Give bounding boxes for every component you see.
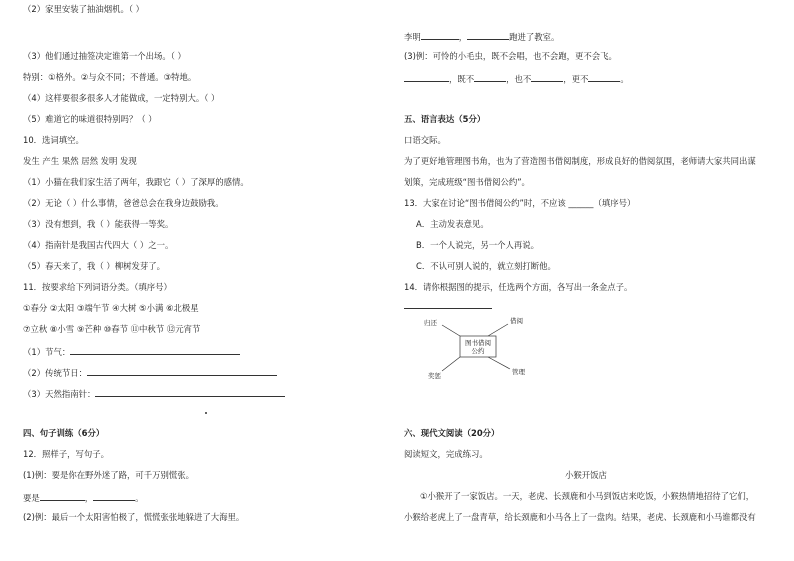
period: 。 [135, 493, 144, 503]
story-para-2: 小猴给老虎上了一盘青草，给长颈鹿和小马各上了一盘肉。结果，老虎、长颈鹿和小马谁都没有 [404, 512, 756, 522]
q10-item-4: （4）指南针是我国古代四大（ ）之一。 [23, 240, 174, 250]
connector-top-right [488, 324, 508, 336]
connector: ，更不 [563, 74, 589, 84]
q9-item-5: （5）难道它的味道很特别吗？（ ） [23, 114, 157, 124]
label-return: 归还 [424, 319, 437, 327]
q11-answer-compass [23, 387, 285, 400]
answer-blank[interactable] [474, 72, 506, 82]
section5-sub: 口语交际。 [404, 135, 446, 145]
answer-blank[interactable] [531, 72, 563, 82]
answer-blank[interactable] [87, 366, 277, 376]
section6-sub: 阅读短文，完成练习。 [404, 449, 488, 459]
q12-fill-2 [404, 30, 559, 43]
q12-fill-1 [23, 491, 144, 504]
answer-blank[interactable] [467, 30, 509, 40]
answer-blank[interactable] [70, 345, 240, 355]
q11-options-row2: ⑦立秋 ⑧小雪 ⑨芒种 ⑩春节 ⑪中秋节 ⑫元宵节 [23, 324, 201, 334]
answer-blank[interactable] [588, 72, 620, 82]
q11-title: 11．按要求给下列词语分类。（填序号） [23, 282, 172, 292]
label-manage: 管理 [512, 368, 525, 376]
label: （2）传统节日： [23, 368, 87, 378]
answer-blank[interactable] [40, 491, 85, 501]
q13-option-a: A．主动发表意见。 [416, 219, 489, 229]
connector-bottom-right [488, 357, 510, 369]
q9-item-2: （2）家里安装了抽油烟机。（ ） [23, 4, 145, 14]
q10-word-bank: 发生 产生 果然 居然 发明 发现 [23, 156, 137, 166]
connector-bottom-left [442, 357, 460, 371]
q10-item-1: （1）小猫在我们家生活了两年，我跟它（ ）了深厚的感情。 [23, 177, 249, 187]
stray-dot [205, 412, 207, 414]
label: （1）节气： [23, 347, 71, 357]
book-lending-mindmap [404, 308, 554, 388]
q12-example-2: (2)例：最后一个太阳害怕极了，慌慌张张地躲进了大海里。 [23, 512, 245, 522]
label-borrow: 借阅 [510, 317, 523, 325]
answer-blank[interactable] [93, 491, 135, 501]
center-label-2: 公约 [471, 347, 485, 355]
q10-item-2: （2）无论（ ）什么事情，爸爸总会在我身边鼓励我。 [23, 198, 224, 208]
q9-item-4: （4）这样要很多很多人才能做成，一定特别大。（ ） [23, 93, 220, 103]
q11-options-row1: ①春分 ②太阳 ③端午节 ④大树 ⑤小满 ⑥北极星 [23, 303, 199, 313]
q11-answer-solar-terms [23, 345, 240, 358]
section5-para-2: 划策，完成班级“图书借阅公约”。 [404, 177, 530, 187]
story-title: 小猴开饭店 [565, 470, 607, 480]
period: 。 [620, 74, 629, 84]
section5-para-1: 为了更好地管理图书角，也为了营造图书借阅制度，形成良好的借阅氛围，老师请大家共同出谋 [404, 156, 756, 166]
prefix: 要是 [23, 493, 40, 503]
q10-title: 10．选词填空。 [23, 135, 84, 145]
section4-heading: 四、句子训练（6分） [23, 428, 105, 438]
q12-title: 12．照样子，写句子。 [23, 449, 110, 459]
q13-option-c: C．不认可别人说的，就立刻打断他。 [416, 261, 556, 271]
section5-heading: 五、语言表达（5分） [404, 114, 486, 124]
q11-answer-festivals [23, 366, 277, 379]
q12-fill-3 [404, 72, 629, 85]
section6-heading: 六、现代文阅读（20分） [404, 428, 500, 438]
answer-blank[interactable] [95, 387, 285, 397]
connector: ，既不 [449, 74, 475, 84]
q9-item-3: （3）他们通过抽签决定谁第一个出场。（ ） [23, 51, 186, 61]
q14-title: 14．请你根据图的提示，任选两个方面，各写出一条金点子。 [404, 282, 633, 292]
suffix: 跑进了教室。 [509, 32, 560, 42]
connector-top-left [442, 325, 460, 336]
q13-option-b: B．一个人说完，另一个人再说。 [416, 240, 539, 250]
comma: ， [458, 32, 468, 42]
q10-item-5: （5）春天来了，我（ ）柳树发芽了。 [23, 261, 165, 271]
q12-example-1: (1)例：要是你在野外迷了路，可千万别慌张。 [23, 470, 194, 480]
label-reward: 奖惩 [428, 372, 441, 380]
q10-item-3: （3）没有想到，我（ ）能获得一等奖。 [23, 219, 174, 229]
story-para-1: ①小猴开了一家饭店。一天，老虎、长颈鹿和小马到饭店来吃饭，小猴热情地招待了它们， [420, 491, 755, 501]
q13-title: 13．大家在讨论“图书借阅公约”时，不应该 ______（填序号） [404, 198, 636, 208]
label: （3）天然指南针： [23, 389, 96, 399]
center-label-1: 图书借阅 [465, 339, 491, 347]
connector: ，也不 [506, 74, 532, 84]
q9-definition-line: 特别：①格外。②与众不同；不普通。③特地。 [23, 72, 197, 82]
answer-blank[interactable] [421, 30, 459, 40]
prefix: 李明 [404, 32, 421, 42]
answer-blank[interactable] [404, 72, 449, 82]
comma: ， [84, 493, 94, 503]
q12-example-3: (3)例：可怜的小毛虫，既不会唱，也不会跑，更不会飞。 [404, 51, 617, 61]
